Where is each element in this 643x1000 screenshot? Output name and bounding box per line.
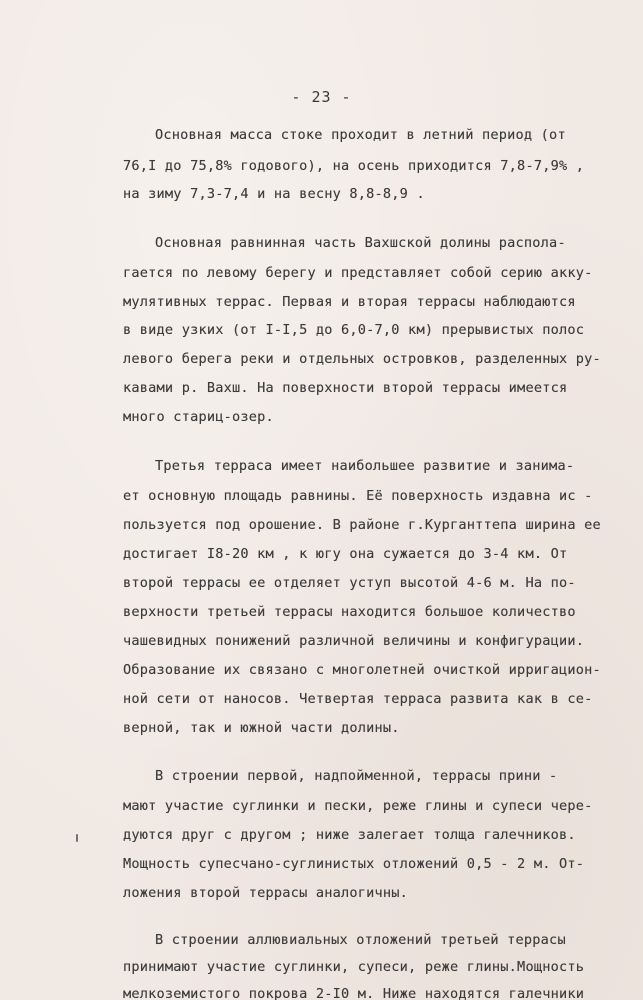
- text-line: Основная масса стоке проходит в летний период (от: [155, 127, 566, 143]
- text-line: дуются друг с другом ; ниже залегает толща галечников.: [123, 827, 576, 843]
- text-line: Основная равнинная часть Вахшской долины распола-: [155, 235, 566, 251]
- text-line: мают участие суглинки и пески, реже глины и супеси чере-: [123, 798, 593, 814]
- text-line: ной сети от наносов. Четвертая терраса развита как в се-: [123, 691, 593, 707]
- text-line: Третья терраса имеет наибольшее развитие и занима-: [155, 458, 575, 474]
- text-line: достигает I8-20 км , к югу она сужается до 3-4 км. От: [123, 546, 568, 562]
- text-line: верхности третьей террасы находится большое количество: [123, 604, 576, 620]
- text-line: пользуется под орошение. В районе г.Курганттепа ширина ее: [123, 517, 601, 533]
- stray-ink-mark: [76, 834, 78, 842]
- text-line: много стариц-озер.: [123, 409, 274, 425]
- text-line: принимают участие суглинки, супеси, реже глины.Мощность: [123, 959, 585, 975]
- text-line: на зиму 7,3-7,4 и на весну 8,8-8,9 .: [123, 186, 425, 202]
- text-line: В строении аллювиальных отложений третьей террасы: [155, 932, 566, 948]
- text-line: 76,I до 75,8% годового), на осень приходится 7,8-7,9% ,: [123, 158, 585, 174]
- text-line: кавами р. Вахш. На поверхности второй террасы имеется: [123, 380, 568, 396]
- text-line: в виде узких (от I-I,5 до 6,0-7,0 км) прерывистых полос: [123, 322, 585, 338]
- text-line: верной, так и южной части долины.: [123, 720, 400, 736]
- text-line: ет основную площадь равнины. Её поверхность издавна ис -: [123, 488, 593, 504]
- text-line: ложения второй террасы аналогичны.: [123, 885, 409, 901]
- text-line: Образование их связано с многолетней очисткой ирригацион-: [123, 662, 601, 678]
- text-line: В строении первой, надпойменной, террасы прини -: [155, 768, 558, 784]
- text-line: гается по левому берегу и представляет собой серию акку-: [123, 265, 593, 281]
- text-line: мулятивных террас. Первая и вторая террасы наблюдаются: [123, 294, 576, 310]
- text-line: второй террасы ее отделяет уступ высотой 4-6 м. На по-: [123, 575, 576, 591]
- text-line: левого берега реки и отдельных островков, разделенных ру-: [123, 351, 601, 367]
- text-line: мелкоземистого покрова 2-I0 м. Ниже находятся галечники: [123, 986, 585, 1000]
- text-line: чашевидных понижений различной величины и конфигурации.: [123, 633, 585, 649]
- text-line: Мощность супесчано-суглинистых отложений 0,5 - 2 м. От-: [123, 856, 585, 872]
- page-number: - 23 -: [291, 88, 352, 106]
